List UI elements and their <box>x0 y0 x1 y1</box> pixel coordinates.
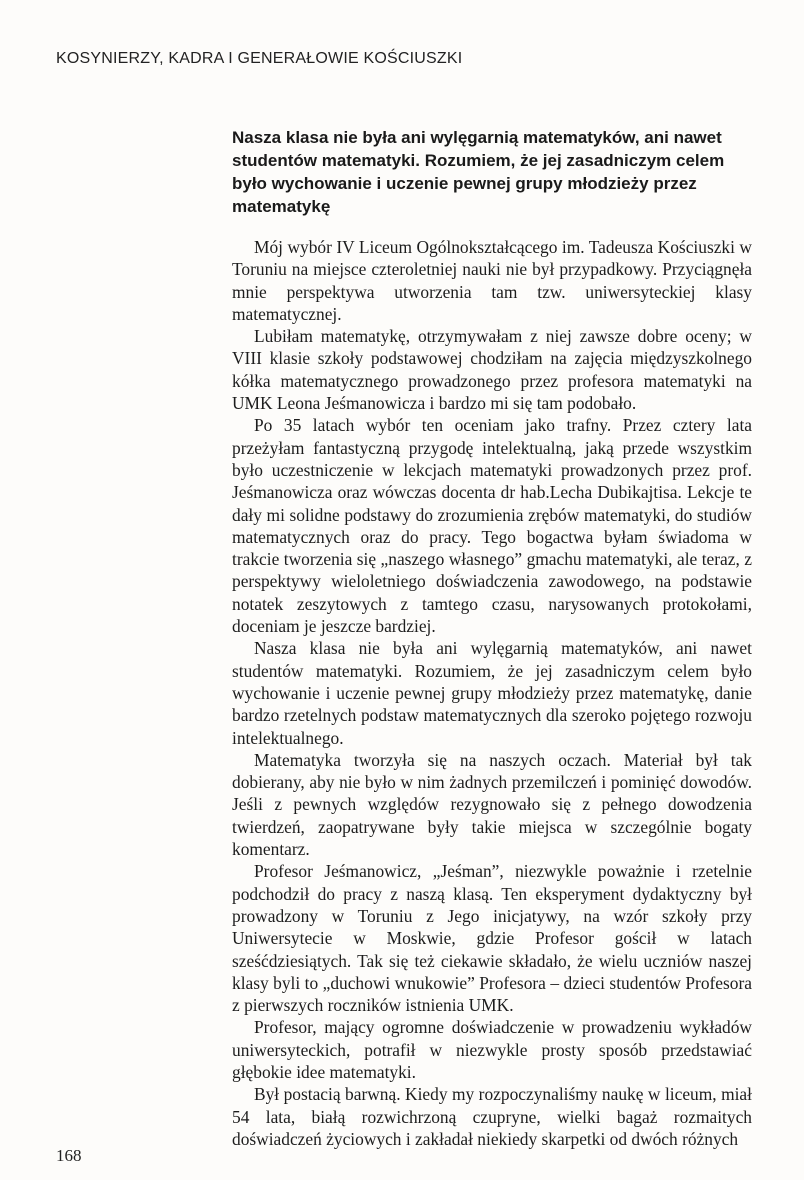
paragraph: Lubiłam matematykę, otrzymywałam z niej zawsze dobre oceny; w VIII klasie szkoły podstawowej chodziłam na zajęcia międzyszkolnego kółka matematycznego prowadzonego przez profesora matematyki na UMK Leona Jeśmanowicza i bardzo mi się tam podobało. <box>232 326 752 414</box>
section-heading: Nasza klasa nie była ani wylęgarnią matematyków, ani nawet studentów matematyki. Rozumiem, że jej zasadniczym celem było wychowanie i uczenie pewnej grupy młodzieży przez matematykę <box>232 128 725 216</box>
paragraph: Był postacią barwną. Kiedy my rozpoczynaliśmy naukę w liceum, miał 54 lata, białą rozwichrzoną czupryne, wielki bagaż rozmaitych doświadczeń życiowych i zakładał niekiedy skarpetki od dwóch różnych <box>232 1084 752 1149</box>
paragraph: Po 35 latach wybór ten oceniam jako trafny. Przez cztery lata przeżyłam fantastyczną przygodę intelektualną, jaką przede wszystkim było uczestniczenie w lekcjach matematyki prowadzonych przez prof. Jeśmanowicza oraz wówczas docenta dr hab.Lecha Dubikajtisa. Lekcje te dały mi solidne podstawy do zrozumienia zrębów matematyki, do studiów matematycznych oraz do pracy. Tego bogactwa byłam świadoma w trakcie tworzenia się „naszego własnego” gmachu matematyki, ale teraz, z perspektywy wieloletniego doświadczenia zawodowego, na podstawie notatek zeszytowych z tamtego czasu, narysowanych protokołami, doceniam je jeszcze bardziej. <box>232 415 752 637</box>
paragraph: Nasza klasa nie była ani wylęgarnią matematyków, ani nawet studentów matematyki. Rozumiem, że jej zasadniczym celem było wychowanie i uczenie pewnej grupy młodzieży przez matematykę, danie bardzo rzetelnych podstaw matematycznych dla szeroko pojętego rozwoju intelektualnego. <box>232 638 752 748</box>
page-number: 168 <box>56 1146 82 1165</box>
paragraph: Matematyka tworzyła się na naszych oczach. Materiał był tak dobierany, aby nie było w nim żadnych przemilczeń i pominięć dowodów. Jeśli z pewnych względów rezygnowało się z pełnego dowodzenia twierdzeń, zaopatrywane były takie miejsca w szczególnie bogaty komentarz. <box>232 749 752 860</box>
paragraph: Profesor Jeśmanowicz, „Jeśman”, niezwykle poważnie i rzetelnie podchodził do pracy z naszą klasą. Ten eksperyment dydaktyczny był prowadzony w Toruniu z Jego inicjatywy, na wzór szkoły przy Uniwersytecie w Moskwie, gdzie Profesor gościł w latach sześćdziesiątych. Tak się też ciekawie składało, że wielu uczniów naszej klasy byli to „duchowi wnukowie” Profesora – dzieci studentów Profesora z pierwszych roczników istnienia UMK. <box>232 861 752 1016</box>
body-text <box>232 236 752 1150</box>
paragraph: Profesor, mający ogromne doświadczenie w prowadzeniu wykładów uniwersyteckich, potrafił w niezwykle prosty sposób przedstawiać głębokie idee matematyki. <box>232 1017 752 1082</box>
paragraph: Mój wybór IV Liceum Ogólnokształcącego im. Tadeusza Kościuszki w Toruniu na miejsce czteroletniej nauki nie był przypadkowy. Przyciągnęła mnie perspektywa utworzenia tam tzw. uniwersyteckiej klasy matematycznej. <box>232 237 752 324</box>
running-header: KOSYNIERZY, KADRA I GENERAŁOWIE KOŚCIUSZKI <box>56 50 463 67</box>
